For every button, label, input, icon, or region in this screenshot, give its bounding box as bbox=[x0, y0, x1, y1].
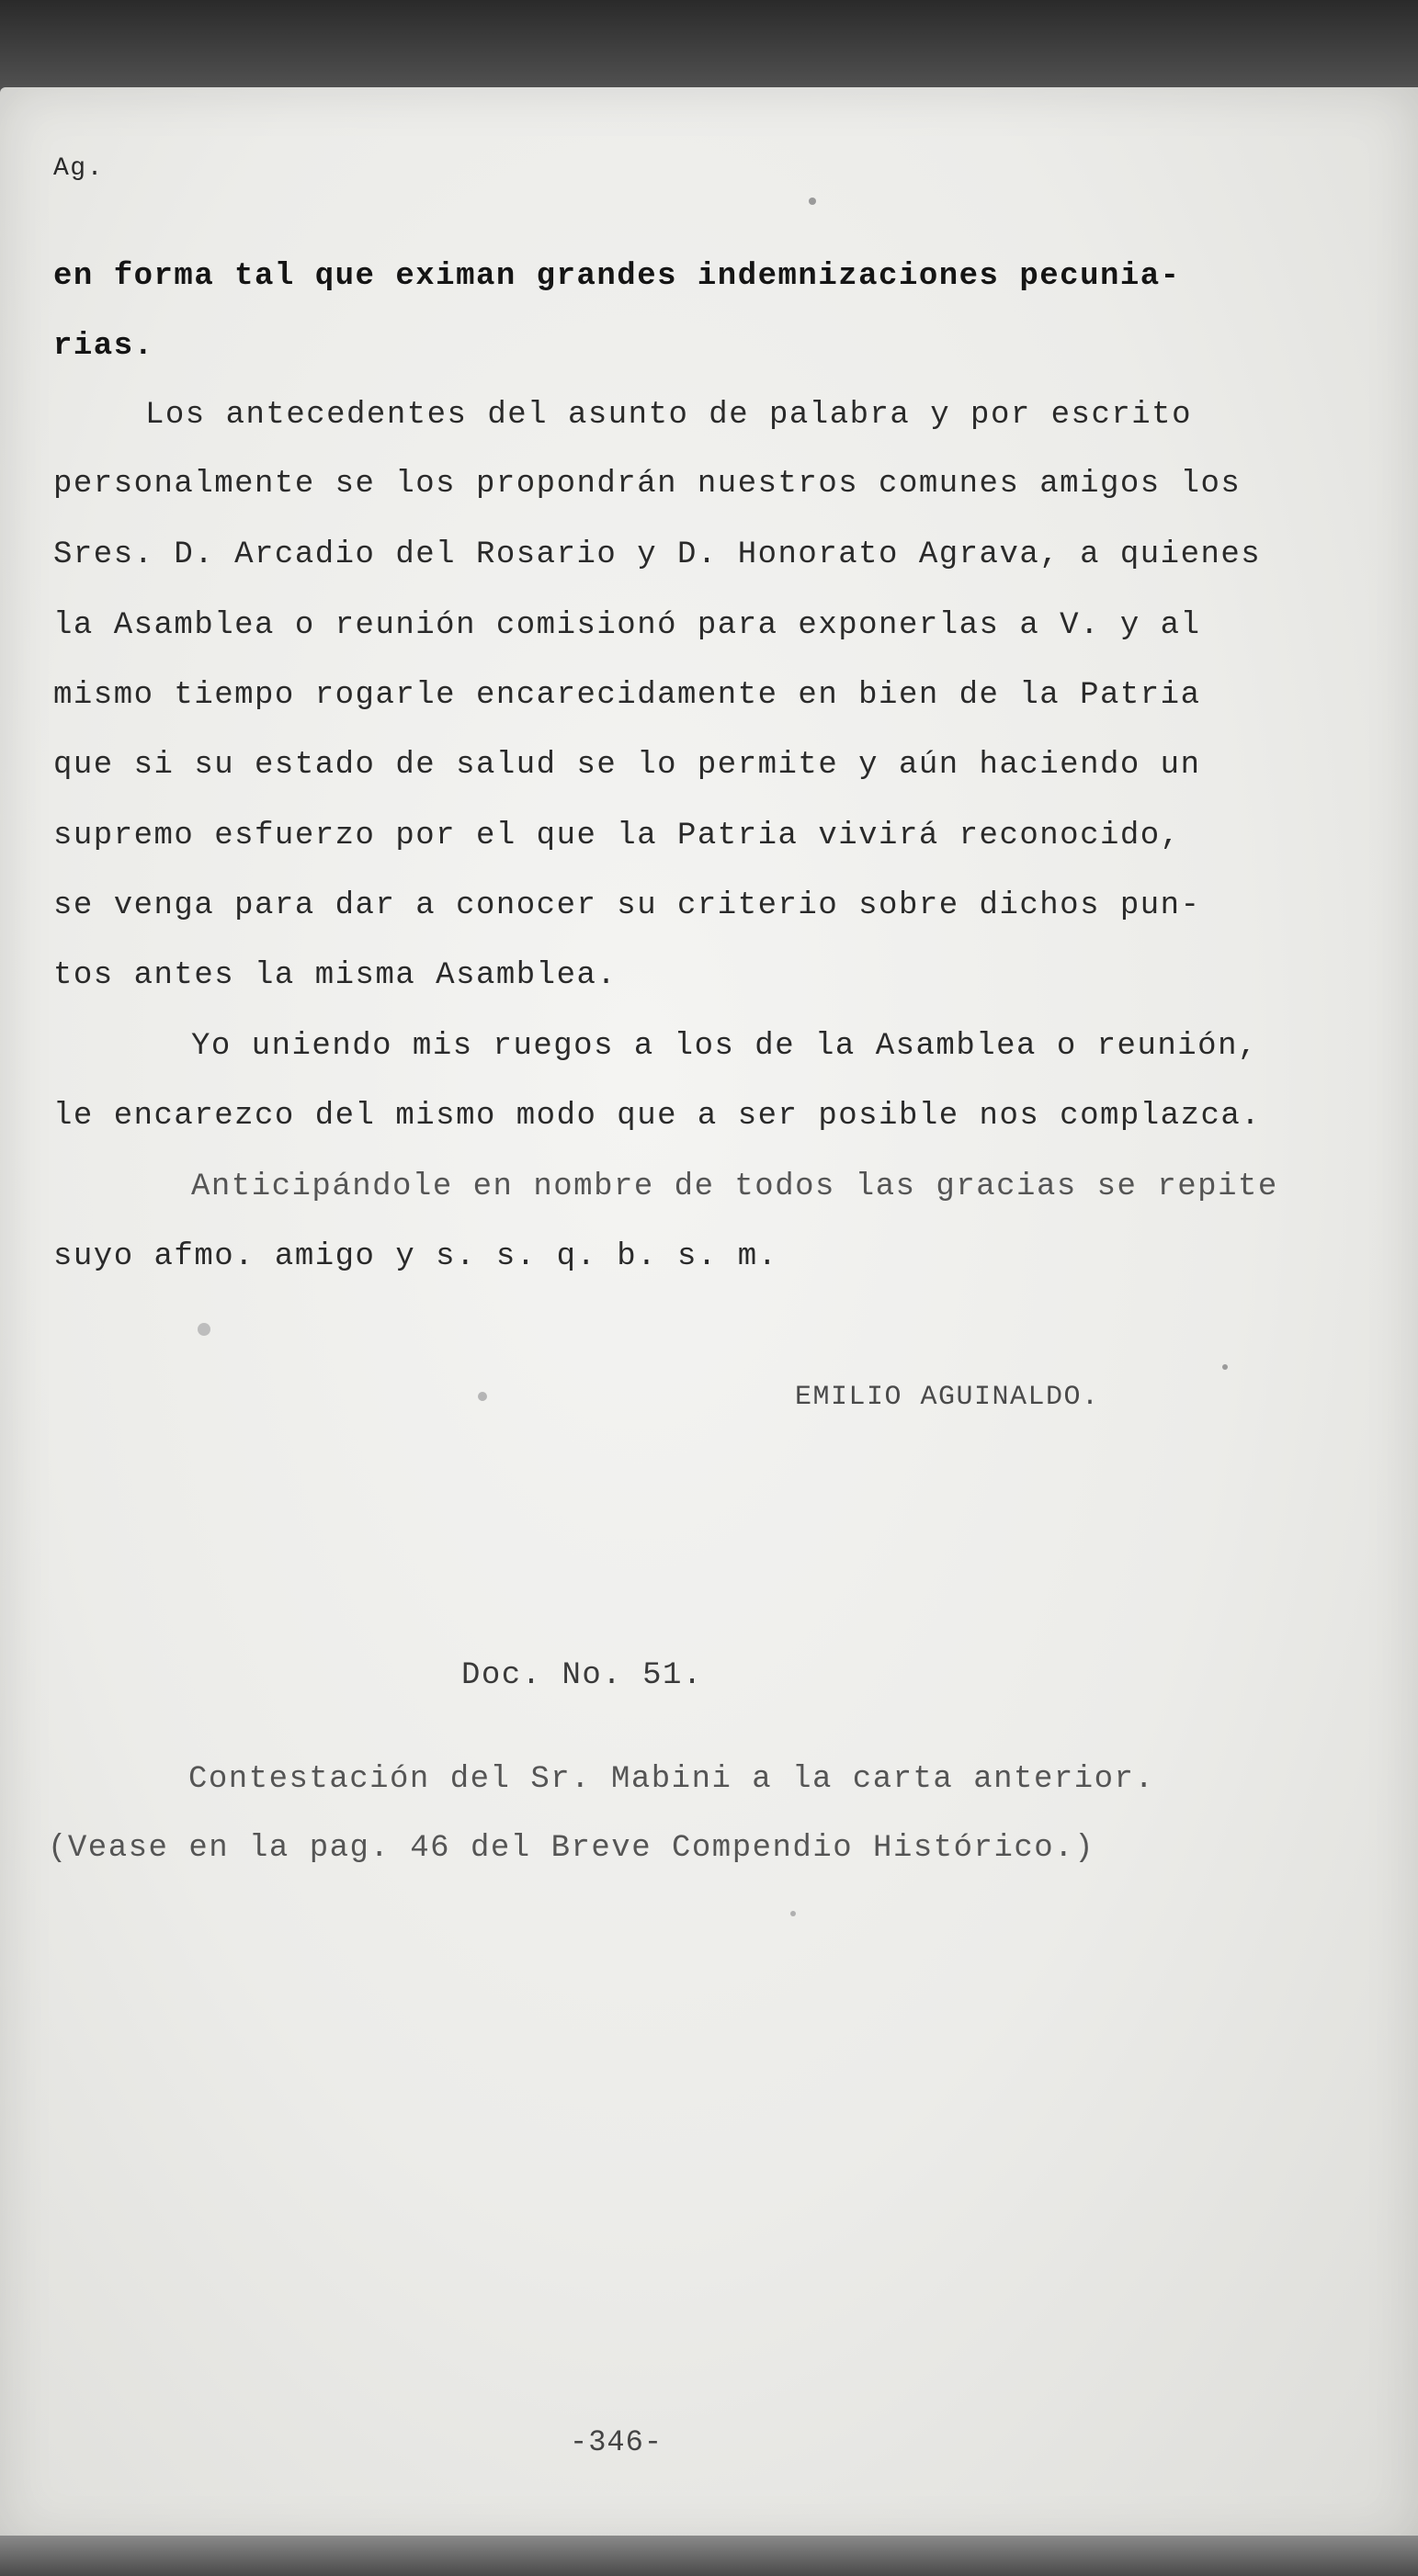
document-page bbox=[0, 87, 1418, 2545]
text-line: supremo esfuerzo por el que la Patria vivirá reconocido, bbox=[53, 819, 1181, 853]
text-line: Anticipándole en nombre de todos las gracias se repite bbox=[191, 1169, 1278, 1204]
text-line: Yo uniendo mis ruegos a los de la Asamblea o reunión, bbox=[191, 1029, 1258, 1064]
text-line: Los antecedentes del asunto de palabra y por escrito bbox=[145, 398, 1192, 433]
text-line: la Asamblea o reunión comisionó para exponerlas a V. y al bbox=[53, 608, 1201, 643]
note-line: Contestación del Sr. Mabini a la carta anterior. bbox=[188, 1762, 1155, 1797]
text-line: rias. bbox=[53, 329, 154, 364]
text-line: suyo afmo. amigo y s. s. q. b. s. m. bbox=[53, 1239, 778, 1274]
text-line: en forma tal que eximan grandes indemnizaciones pecunia- bbox=[53, 259, 1181, 294]
paper-speck bbox=[198, 1323, 210, 1336]
scan-bottom-edge bbox=[0, 2536, 1418, 2576]
text-line: mismo tiempo rogarle encarecidamente en bien de la Patria bbox=[53, 678, 1201, 713]
paper-speck bbox=[809, 198, 816, 205]
document-number: Doc. No. 51. bbox=[461, 1658, 703, 1693]
paper-speck bbox=[478, 1392, 487, 1401]
header-text: Ag. bbox=[53, 154, 104, 183]
note-line: (Vease en la pag. 46 del Breve Compendio Histórico.) bbox=[48, 1831, 1095, 1866]
signature-name: EMILIO AGUINALDO. bbox=[795, 1382, 1100, 1413]
paper-speck bbox=[790, 1911, 796, 1916]
text-line: que si su estado de salud se lo permite y aún haciendo un bbox=[53, 748, 1201, 783]
paper-speck bbox=[1222, 1364, 1228, 1370]
text-line: personalmente se los propondrán nuestros comunes amigos los bbox=[53, 467, 1242, 502]
text-line: le encarezco del mismo modo que a ser posible nos complazca. bbox=[53, 1099, 1262, 1134]
page-number: -346- bbox=[570, 2425, 664, 2459]
text-line: tos antes la misma Asamblea. bbox=[53, 958, 618, 993]
text-line: Sres. D. Arcadio del Rosario y D. Honorato Agrava, a quienes bbox=[53, 537, 1262, 572]
text-line: se venga para dar a conocer su criterio sobre dichos pun- bbox=[53, 888, 1201, 923]
